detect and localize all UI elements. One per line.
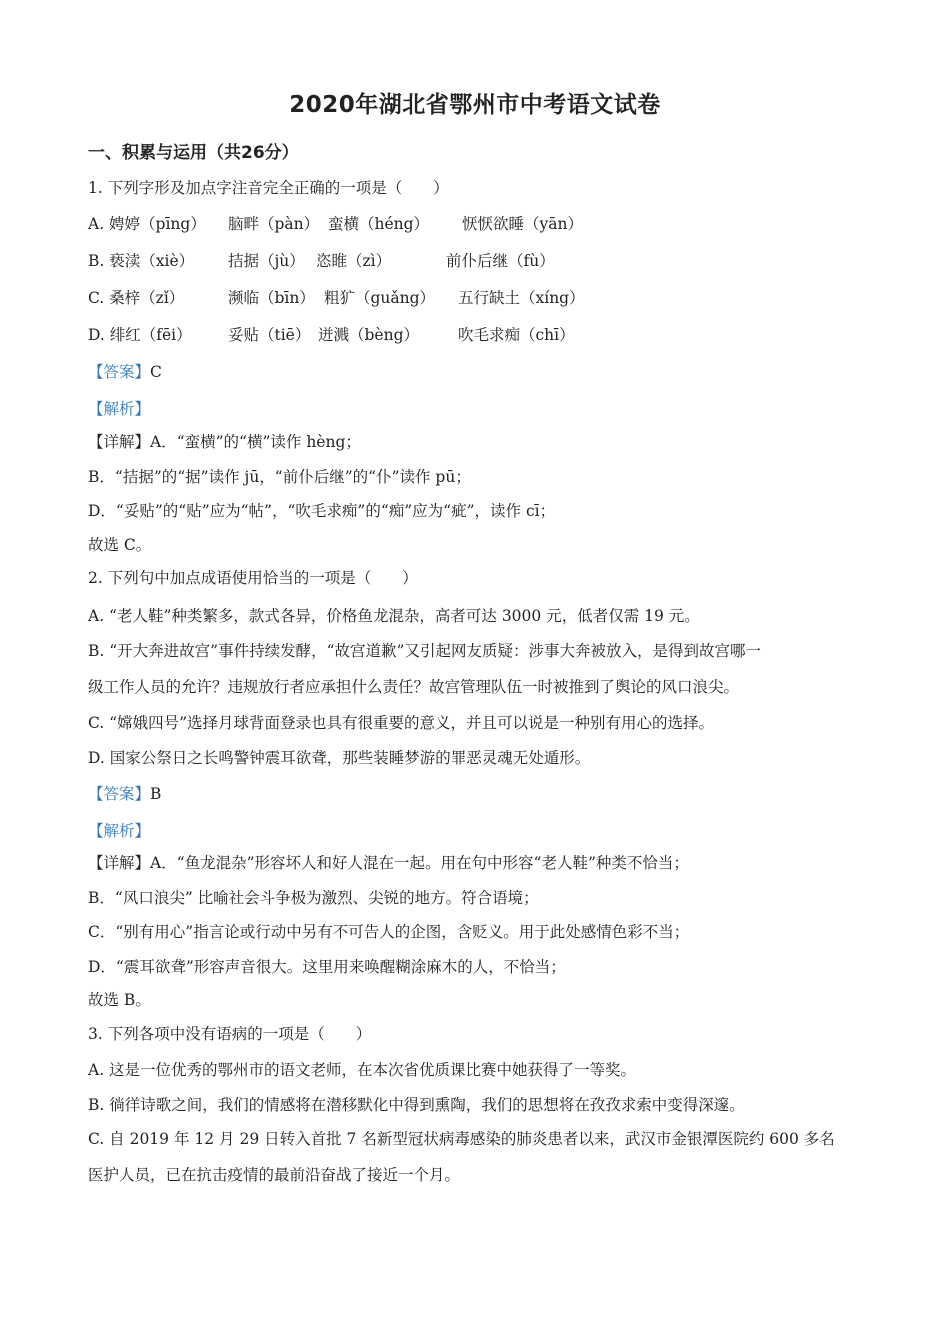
q2-answer — [88, 783, 161, 805]
q3-option-c: C. 自 2019 年 12 月 29 日转入首批 7 名新型冠状病毒感染的肺炎患者以来，武汉市金银潭医院约 600 多名 — [88, 1130, 835, 1148]
q1-detail-line: B．“拮据”的“据”读作 jū，“前仆后继”的“仆”读作 pū； — [88, 468, 471, 486]
q2-stem: 2. 下列句中加点成语使用恰当的一项是（ ） — [88, 569, 418, 587]
q3-option-a: A. 这是一位优秀的鄂州市的语文老师，在本次省优质课比赛中她获得了一等奖。 — [88, 1061, 637, 1079]
q2-option-d: D. 国家公祭日之长鸣警钟震耳欲聋，那些装睡梦游的罪恶灵魂无处遁形。 — [88, 749, 591, 767]
answer-tag: 【答案】 — [88, 785, 151, 803]
q2-detail-line: 故选 B。 — [88, 991, 151, 1009]
page-title: 2020年湖北省鄂州市中考语文试卷 — [289, 92, 661, 118]
q2-detail-line: B．“风口浪尖” 比喻社会斗争极为激烈、尖锐的地方。符合语境； — [88, 889, 539, 907]
q1-detail-line: D．“妥贴”的“贴”应为“帖”，“吹毛求痴”的“痴”应为“疵”，读作 cī； — [88, 502, 556, 520]
q1-analysis-tag: 【解析】 — [88, 400, 151, 418]
q1-answer — [88, 361, 162, 383]
q1-detail-line: 【详解】A．“蛮横”的“横”读作 hèng； — [88, 433, 361, 451]
q2-detail-line: D．“震耳欲聋”形容声音很大。这里用来唤醒糊涂麻木的人，不恰当； — [88, 958, 566, 976]
q2-option-b: B. “开大奔进故宫”事件持续发酵，“故宫道歉”又引起网友质疑：涉事大奔被放入，是得到故宫哪一 — [88, 642, 761, 660]
q3-option-b: B. 徜徉诗歌之间，我们的情感将在潜移默化中得到熏陶，我们的思想将在孜孜求索中变得深邃。 — [88, 1096, 745, 1114]
answer-value: B — [150, 785, 162, 803]
q2-detail-line: 【详解】A．“鱼龙混杂”形容坏人和好人混在一起。用在句中形容“老人鞋”种类不恰当； — [88, 854, 689, 872]
q1-stem: 1. 下列字形及加点字注音完全正确的一项是（ ） — [88, 179, 449, 197]
q2-analysis-tag: 【解析】 — [88, 822, 151, 840]
q2-detail-line: C．“别有用心”指言论或行动中另有不可告人的企图，含贬义。用于此处感情色彩不当； — [88, 923, 690, 941]
answer-value: C — [150, 363, 162, 381]
q1-detail-line: 故选 C。 — [88, 536, 152, 554]
q3-option-c-cont: 医护人员，已在抗击疫情的最前沿奋战了接近一个月。 — [88, 1166, 461, 1184]
q2-option-a: A. “老人鞋”种类繁多，款式各异，价格鱼龙混杂，高者可达 3000 元，低者仅需 19 元。 — [88, 607, 700, 625]
q3-stem: 3. 下列各项中没有语病的一项是（ ） — [88, 1025, 372, 1043]
exam-page: 2020年湖北省鄂州市中考语文试卷 一、积累与运用（共26分） 1. 下列字形及加点字注音完全正确的一项是（ ） A. 娉婷（pīng） 脑畔（pàn） 蛮横（héng） 恹恹欲睡（yān） B. 亵渎（xiè） 拮据（jù） 恣睢（zì） 前仆后继（fù） C. 桑梓（zǐ） 濒临（bīn） 粗犷（guǎng） 五行缺土（xíng） D. 绯红（fēi） 妥贴（tiē） 迸溅（bèng） 吹毛求痴（chī） 【答案】C 【解析】 【详解】A．“蛮横”的“横”读作 hèng； B．“拮据”的“据”读作 jū，“前仆后继”的“仆”读作 pū； D．“妥贴”的“贴”应为“帖”，“吹毛求痴”的“痴”应为“疵”，读作 cī； 故选 C。 2. 下列句中加点成语使用恰当的一项是（ ） A. “老人鞋”种类繁多，款式各异，价格鱼龙混杂，高者可达 3000 元，低者仅需 19 元。 B. “开大奔进故宫”事件持续发酵，“故宫道歉”又引起网友质疑：涉事大奔被放入，是得到故宫哪一 级工作人员的允许？违规放行者应承担什么责任？故宫管理队伍一时被推到了舆论的风口浪尖。 C. “嫦娥四号”选择月球背面登录也具有很重要的意义，并且可以说是一种别有用心的选择。 D. 国家公祭日之长鸣警钟震耳欲聋，那些装睡梦游的罪恶灵魂无处遁形。 【答案】B 【解析】 【详解】A．“鱼龙混杂”形容坏人和好人混在一起。用在句中形容“老人鞋”种类不恰当； B．“风口浪尖” 比喻社会斗争极为激烈、尖锐的地方。符合语境； C．“别有用心”指言论或行动中另有不可告人的企图，含贬义。用于此处感情色彩不当； D．“震耳欲聋”形容声音很大。这里用来唤醒糊涂麻木的人，不恰当； 故选 B。 3. 下列各项中没有语病的一项是（ ） A. 这是一位优秀的鄂州市的语文老师，在本次省优质课比赛中她获得了一等奖。 B. 徜徉诗歌之间，我们的情感将在潜移默化中得到熏陶，我们的思想将在孜孜求索中变得深邃。 C. 自 2019 年 12 月 29 日转入首批 7 名新型冠状病毒感染的肺炎患者以来，武汉市金银潭医院约 600 多名 医护人员，已在抗击疫情的最前沿奋战了接近一个月。 — [0, 0, 950, 1344]
q2-option-b-cont: 级工作人员的允许？违规放行者应承担什么责任？故宫管理队伍一时被推到了舆论的风口浪尖。 — [88, 678, 740, 696]
answer-tag: 【答案】 — [88, 363, 151, 381]
section-heading: 一、积累与运用（共26分） — [88, 143, 299, 163]
q2-option-c: C. “嫦娥四号”选择月球背面登录也具有很重要的意义，并且可以说是一种别有用心的选择。 — [88, 714, 715, 732]
